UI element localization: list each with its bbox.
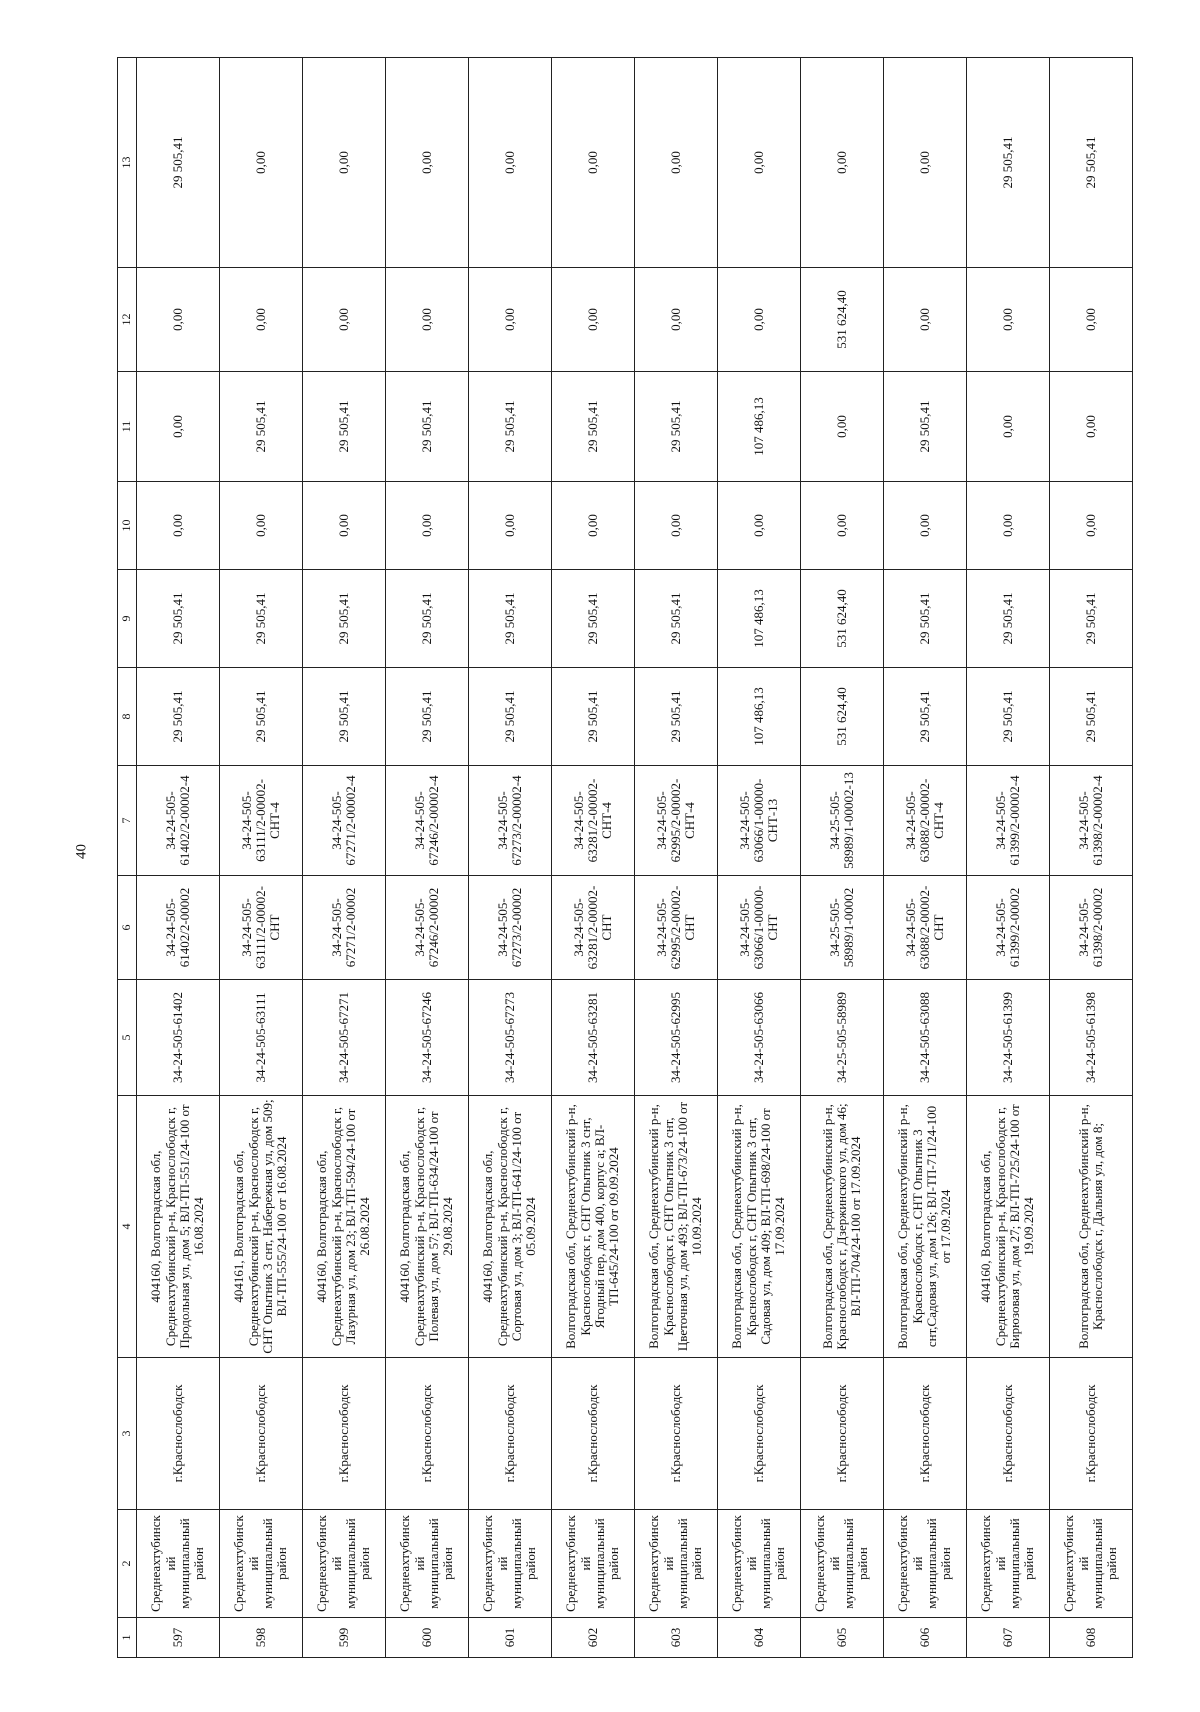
cell-col-9: 29 505,41: [635, 570, 718, 668]
cell-col-12: 0,00: [137, 268, 220, 372]
table-row: [303, 58, 386, 1658]
cell-col-7: 34-24-505-63111/2-00002-СНТ-4: [220, 766, 303, 876]
cell-col-2: Среднеахтубинский муниципальный район: [1050, 1510, 1133, 1618]
cell-col-13: 0,00: [469, 58, 552, 268]
cell-col-13: 0,00: [801, 58, 884, 268]
page-number: 40: [73, 844, 90, 859]
cell-col-8: 29 505,41: [635, 668, 718, 766]
cell-col-9: 29 505,41: [552, 570, 635, 668]
data-table: [117, 57, 1133, 1658]
cell-col-13: 0,00: [220, 58, 303, 268]
cell-col-8: 29 505,41: [303, 668, 386, 766]
header-row: [118, 58, 137, 1658]
cell-col-11: 29 505,41: [303, 372, 386, 482]
column-header-7: 7: [118, 766, 137, 876]
cell-col-10: 0,00: [801, 482, 884, 570]
cell-col-10: 0,00: [967, 482, 1050, 570]
cell-col-12: 0,00: [718, 268, 801, 372]
column-header-3: 3: [118, 1358, 137, 1510]
cell-col-9: 29 505,41: [303, 570, 386, 668]
cell-col-2: Среднеахтубинский муниципальный район: [303, 1510, 386, 1618]
cell-col-3: г.Краснослободск: [718, 1358, 801, 1510]
cell-col-7: 34-24-505-67246/2-00002-4: [386, 766, 469, 876]
column-header-9: 9: [118, 570, 137, 668]
cell-col-4: Волгоградская обл, Среднеахтубинский р-н, Краснослободск г, СНТ Опытник 3 снт, Цветочная ул, дом 493; ВЛ-ТП-673/24-100 от 10.09.2024: [635, 1096, 718, 1358]
cell-col-6: 34-24-505-67273/2-00002: [469, 876, 552, 980]
table-row: [1050, 58, 1133, 1658]
column-header-4: 4: [118, 1096, 137, 1358]
table-body: [137, 58, 1133, 1658]
cell-col-13: 29 505,41: [1050, 58, 1133, 268]
cell-col-4: Волгоградская обл, Среднеахтубинский р-н, Краснослободск г, СНТ Опытник 3 снт,Садовая ул, дом 126; ВЛ-ТП-711/24-100 от 17.09.2024: [884, 1096, 967, 1358]
cell-col-12: 0,00: [1050, 268, 1133, 372]
cell-col-4: 404160, Волгоградская обл, Среднеахтубинский р-н, Краснослободск г, Сортовая ул, дом 3; ВЛ-ТП-641/24-100 от 05.09.2024: [469, 1096, 552, 1358]
cell-col-6: 34-24-505-61398/2-00002: [1050, 876, 1133, 980]
cell-col-5: 34-24-505-61399: [967, 980, 1050, 1096]
rotated-sheet: [117, 58, 1133, 1658]
rotated-table-container: [117, 58, 1133, 1658]
cell-col-12: 0,00: [967, 268, 1050, 372]
table-row: [469, 58, 552, 1658]
cell-col-11: 0,00: [967, 372, 1050, 482]
cell-col-2: Среднеахтубинский муниципальный район: [552, 1510, 635, 1618]
cell-col-11: 29 505,41: [884, 372, 967, 482]
cell-col-3: г.Краснослободск: [884, 1358, 967, 1510]
cell-col-5: 34-24-505-63111: [220, 980, 303, 1096]
cell-col-11: 29 505,41: [469, 372, 552, 482]
cell-col-13: 29 505,41: [137, 58, 220, 268]
cell-col-1: 606: [884, 1618, 967, 1658]
cell-col-8: 29 505,41: [386, 668, 469, 766]
table-row: [552, 58, 635, 1658]
cell-col-8: 29 505,41: [967, 668, 1050, 766]
cell-col-9: 29 505,41: [884, 570, 967, 668]
table-row: [220, 58, 303, 1658]
cell-col-6: 34-25-505-58989/1-00002: [801, 876, 884, 980]
cell-col-11: 29 505,41: [386, 372, 469, 482]
cell-col-13: 0,00: [303, 58, 386, 268]
cell-col-6: 34-24-505-61402/2-00002: [137, 876, 220, 980]
cell-col-10: 0,00: [303, 482, 386, 570]
cell-col-1: 603: [635, 1618, 718, 1658]
table-row: [801, 58, 884, 1658]
cell-col-11: 107 486,13: [718, 372, 801, 482]
cell-col-9: 29 505,41: [967, 570, 1050, 668]
cell-col-12: 0,00: [386, 268, 469, 372]
column-header-10: 10: [118, 482, 137, 570]
cell-col-6: 34-24-505-67246/2-00002: [386, 876, 469, 980]
cell-col-12: 0,00: [884, 268, 967, 372]
cell-col-5: 34-24-505-61402: [137, 980, 220, 1096]
cell-col-9: 107 486,13: [718, 570, 801, 668]
cell-col-13: 0,00: [718, 58, 801, 268]
cell-col-6: 34-24-505-67271/2-00002: [303, 876, 386, 980]
cell-col-1: 607: [967, 1618, 1050, 1658]
column-header-11: 11: [118, 372, 137, 482]
cell-col-13: 0,00: [884, 58, 967, 268]
cell-col-1: 608: [1050, 1618, 1133, 1658]
cell-col-9: 29 505,41: [1050, 570, 1133, 668]
cell-col-2: Среднеахтубинский муниципальный район: [386, 1510, 469, 1618]
cell-col-9: 531 624,40: [801, 570, 884, 668]
cell-col-7: 34-24-505-61399/2-00002-4: [967, 766, 1050, 876]
table-row: [718, 58, 801, 1658]
cell-col-12: 0,00: [303, 268, 386, 372]
cell-col-8: 531 624,40: [801, 668, 884, 766]
cell-col-1: 598: [220, 1618, 303, 1658]
cell-col-3: г.Краснослободск: [1050, 1358, 1133, 1510]
cell-col-7: 34-24-505-62995/2-00002-СНТ-4: [635, 766, 718, 876]
cell-col-4: Волгоградская обл, Среднеахтубинский р-н, Краснослободск г, СНТ Опытник 3 снт, Ягодный пер, дом 400, корпус а; ВЛ-ТП-645/24-100 от 09.09.2024: [552, 1096, 635, 1358]
cell-col-6: 34-24-505-61399/2-00002: [967, 876, 1050, 980]
cell-col-3: г.Краснослободск: [801, 1358, 884, 1510]
cell-col-4: 404160, Волгоградская обл, Среднеахтубинский р-н, Краснослободск г, Полевая ул, дом 57; ВЛ-ТП-634/24-100 от 29.08.2024: [386, 1096, 469, 1358]
cell-col-10: 0,00: [884, 482, 967, 570]
cell-col-1: 602: [552, 1618, 635, 1658]
cell-col-7: 34-24-505-63088/2-00002-СНТ-4: [884, 766, 967, 876]
cell-col-5: 34-24-505-63281: [552, 980, 635, 1096]
cell-col-5: 34-24-505-67273: [469, 980, 552, 1096]
cell-col-3: г.Краснослободск: [137, 1358, 220, 1510]
cell-col-11: 29 505,41: [220, 372, 303, 482]
cell-col-11: 0,00: [801, 372, 884, 482]
cell-col-4: 404161, Волгоградская обл, Среднеахтубинский р-н, Краснослободск г, СНТ Опытник 3 снт, Набережная ул, дом 509; ВЛ-ТП-555/24-100 от 16.08.2024: [220, 1096, 303, 1358]
cell-col-3: г.Краснослободск: [303, 1358, 386, 1510]
cell-col-6: 34-24-505-63066/1-00000-СНТ: [718, 876, 801, 980]
table-row: [137, 58, 220, 1658]
cell-col-7: 34-24-505-61398/2-00002-4: [1050, 766, 1133, 876]
cell-col-3: г.Краснослободск: [967, 1358, 1050, 1510]
cell-col-4: 404160, Волгоградская обл, Среднеахтубинский р-н, Краснослободск г, Продольная ул, дом 5; ВЛ-ТП-551/24-100 от 16.08.2024: [137, 1096, 220, 1358]
cell-col-6: 34-24-505-63111/2-00002-СНТ: [220, 876, 303, 980]
cell-col-9: 29 505,41: [386, 570, 469, 668]
table-row: [386, 58, 469, 1658]
cell-col-6: 34-24-505-63088/2-00002-СНТ: [884, 876, 967, 980]
cell-col-1: 599: [303, 1618, 386, 1658]
cell-col-8: 107 486,13: [718, 668, 801, 766]
cell-col-3: г.Краснослободск: [635, 1358, 718, 1510]
cell-col-13: 0,00: [552, 58, 635, 268]
column-header-8: 8: [118, 668, 137, 766]
column-header-6: 6: [118, 876, 137, 980]
cell-col-5: 34-25-505-58989: [801, 980, 884, 1096]
cell-col-2: Среднеахтубинский муниципальный район: [884, 1510, 967, 1618]
cell-col-10: 0,00: [469, 482, 552, 570]
cell-col-5: 34-24-505-63088: [884, 980, 967, 1096]
cell-col-7: 34-24-505-61402/2-00002-4: [137, 766, 220, 876]
cell-col-10: 0,00: [386, 482, 469, 570]
cell-col-3: г.Краснослободск: [469, 1358, 552, 1510]
cell-col-3: г.Краснослободск: [386, 1358, 469, 1510]
cell-col-7: 34-24-505-67273/2-00002-4: [469, 766, 552, 876]
cell-col-12: 0,00: [220, 268, 303, 372]
cell-col-5: 34-24-505-63066: [718, 980, 801, 1096]
cell-col-11: 0,00: [137, 372, 220, 482]
cell-col-1: 597: [137, 1618, 220, 1658]
cell-col-1: 601: [469, 1618, 552, 1658]
cell-col-3: г.Краснослободск: [552, 1358, 635, 1510]
cell-col-5: 34-24-505-61398: [1050, 980, 1133, 1096]
cell-col-3: г.Краснослободск: [220, 1358, 303, 1510]
cell-col-4: 404160, Волгоградская обл, Среднеахтубинский р-н, Краснослободск г, Лазурная ул, дом 23; ВЛ-ТП-594/24-100 от 26.08.2024: [303, 1096, 386, 1358]
cell-col-2: Среднеахтубинский муниципальный район: [137, 1510, 220, 1618]
cell-col-1: 600: [386, 1618, 469, 1658]
cell-col-6: 34-24-505-62995/2-00002-СНТ: [635, 876, 718, 980]
cell-col-11: 29 505,41: [552, 372, 635, 482]
cell-col-2: Среднеахтубинский муниципальный район: [469, 1510, 552, 1618]
cell-col-8: 29 505,41: [552, 668, 635, 766]
cell-col-10: 0,00: [220, 482, 303, 570]
cell-col-5: 34-24-505-62995: [635, 980, 718, 1096]
cell-col-13: 0,00: [635, 58, 718, 268]
cell-col-4: 404160, Волгоградская обл, Среднеахтубинский р-н, Краснослободск г, Бирюзовая ул, дом 27; ВЛ-ТП-725/24-100 от 19.09.2024: [967, 1096, 1050, 1358]
table-row: [884, 58, 967, 1658]
cell-col-10: 0,00: [137, 482, 220, 570]
cell-col-9: 29 505,41: [220, 570, 303, 668]
cell-col-6: 34-24-505-63281/2-00002-СНТ: [552, 876, 635, 980]
cell-col-5: 34-24-505-67246: [386, 980, 469, 1096]
table-row: [635, 58, 718, 1658]
column-header-1: 1: [118, 1618, 137, 1658]
cell-col-9: 29 505,41: [469, 570, 552, 668]
column-header-13: 13: [118, 58, 137, 268]
cell-col-2: Среднеахтубинский муниципальный район: [718, 1510, 801, 1618]
cell-col-7: 34-24-505-63281/2-00002-СНТ-4: [552, 766, 635, 876]
cell-col-1: 604: [718, 1618, 801, 1658]
cell-col-12: 531 624,40: [801, 268, 884, 372]
cell-col-8: 29 505,41: [884, 668, 967, 766]
cell-col-8: 29 505,41: [220, 668, 303, 766]
cell-col-12: 0,00: [552, 268, 635, 372]
cell-col-13: 29 505,41: [967, 58, 1050, 268]
cell-col-8: 29 505,41: [137, 668, 220, 766]
cell-col-12: 0,00: [469, 268, 552, 372]
cell-col-8: 29 505,41: [469, 668, 552, 766]
cell-col-2: Среднеахтубинский муниципальный район: [967, 1510, 1050, 1618]
cell-col-1: 605: [801, 1618, 884, 1658]
column-header-5: 5: [118, 980, 137, 1096]
cell-col-2: Среднеахтубинский муниципальный район: [801, 1510, 884, 1618]
cell-col-11: 29 505,41: [635, 372, 718, 482]
cell-col-4: Волгоградская обл, Среднеахтубинский р-н, Краснослободск г, Дальняя ул, дом 8;: [1050, 1096, 1133, 1358]
cell-col-10: 0,00: [552, 482, 635, 570]
cell-col-10: 0,00: [718, 482, 801, 570]
cell-col-4: Волгоградская обл, Среднеахтубинский р-н, Краснослободск г, Дзержинского ул, дом 46; ВЛ-ТП-704/24-100 от 17.09.2024: [801, 1096, 884, 1358]
cell-col-11: 0,00: [1050, 372, 1133, 482]
cell-col-9: 29 505,41: [137, 570, 220, 668]
column-header-2: 2: [118, 1510, 137, 1618]
cell-col-4: Волгоградская обл, Среднеахтубинский р-н, Краснослободск г, СНТ Опытник 3 снт, Садовая ул, дом 409; ВЛ-ТП-698/24-100 от 17.09.2024: [718, 1096, 801, 1358]
column-header-12: 12: [118, 268, 137, 372]
cell-col-12: 0,00: [635, 268, 718, 372]
cell-col-2: Среднеахтубинский муниципальный район: [220, 1510, 303, 1618]
cell-col-13: 0,00: [386, 58, 469, 268]
cell-col-7: 34-25-505-58989/1-00002-13: [801, 766, 884, 876]
cell-col-5: 34-24-505-67271: [303, 980, 386, 1096]
table-row: [967, 58, 1050, 1658]
cell-col-7: 34-24-505-67271/2-00002-4: [303, 766, 386, 876]
cell-col-8: 29 505,41: [1050, 668, 1133, 766]
cell-col-10: 0,00: [635, 482, 718, 570]
cell-col-2: Среднеахтубинский муниципальный район: [635, 1510, 718, 1618]
cell-col-7: 34-24-505-63066/1-00000-СНТ-13: [718, 766, 801, 876]
cell-col-10: 0,00: [1050, 482, 1133, 570]
